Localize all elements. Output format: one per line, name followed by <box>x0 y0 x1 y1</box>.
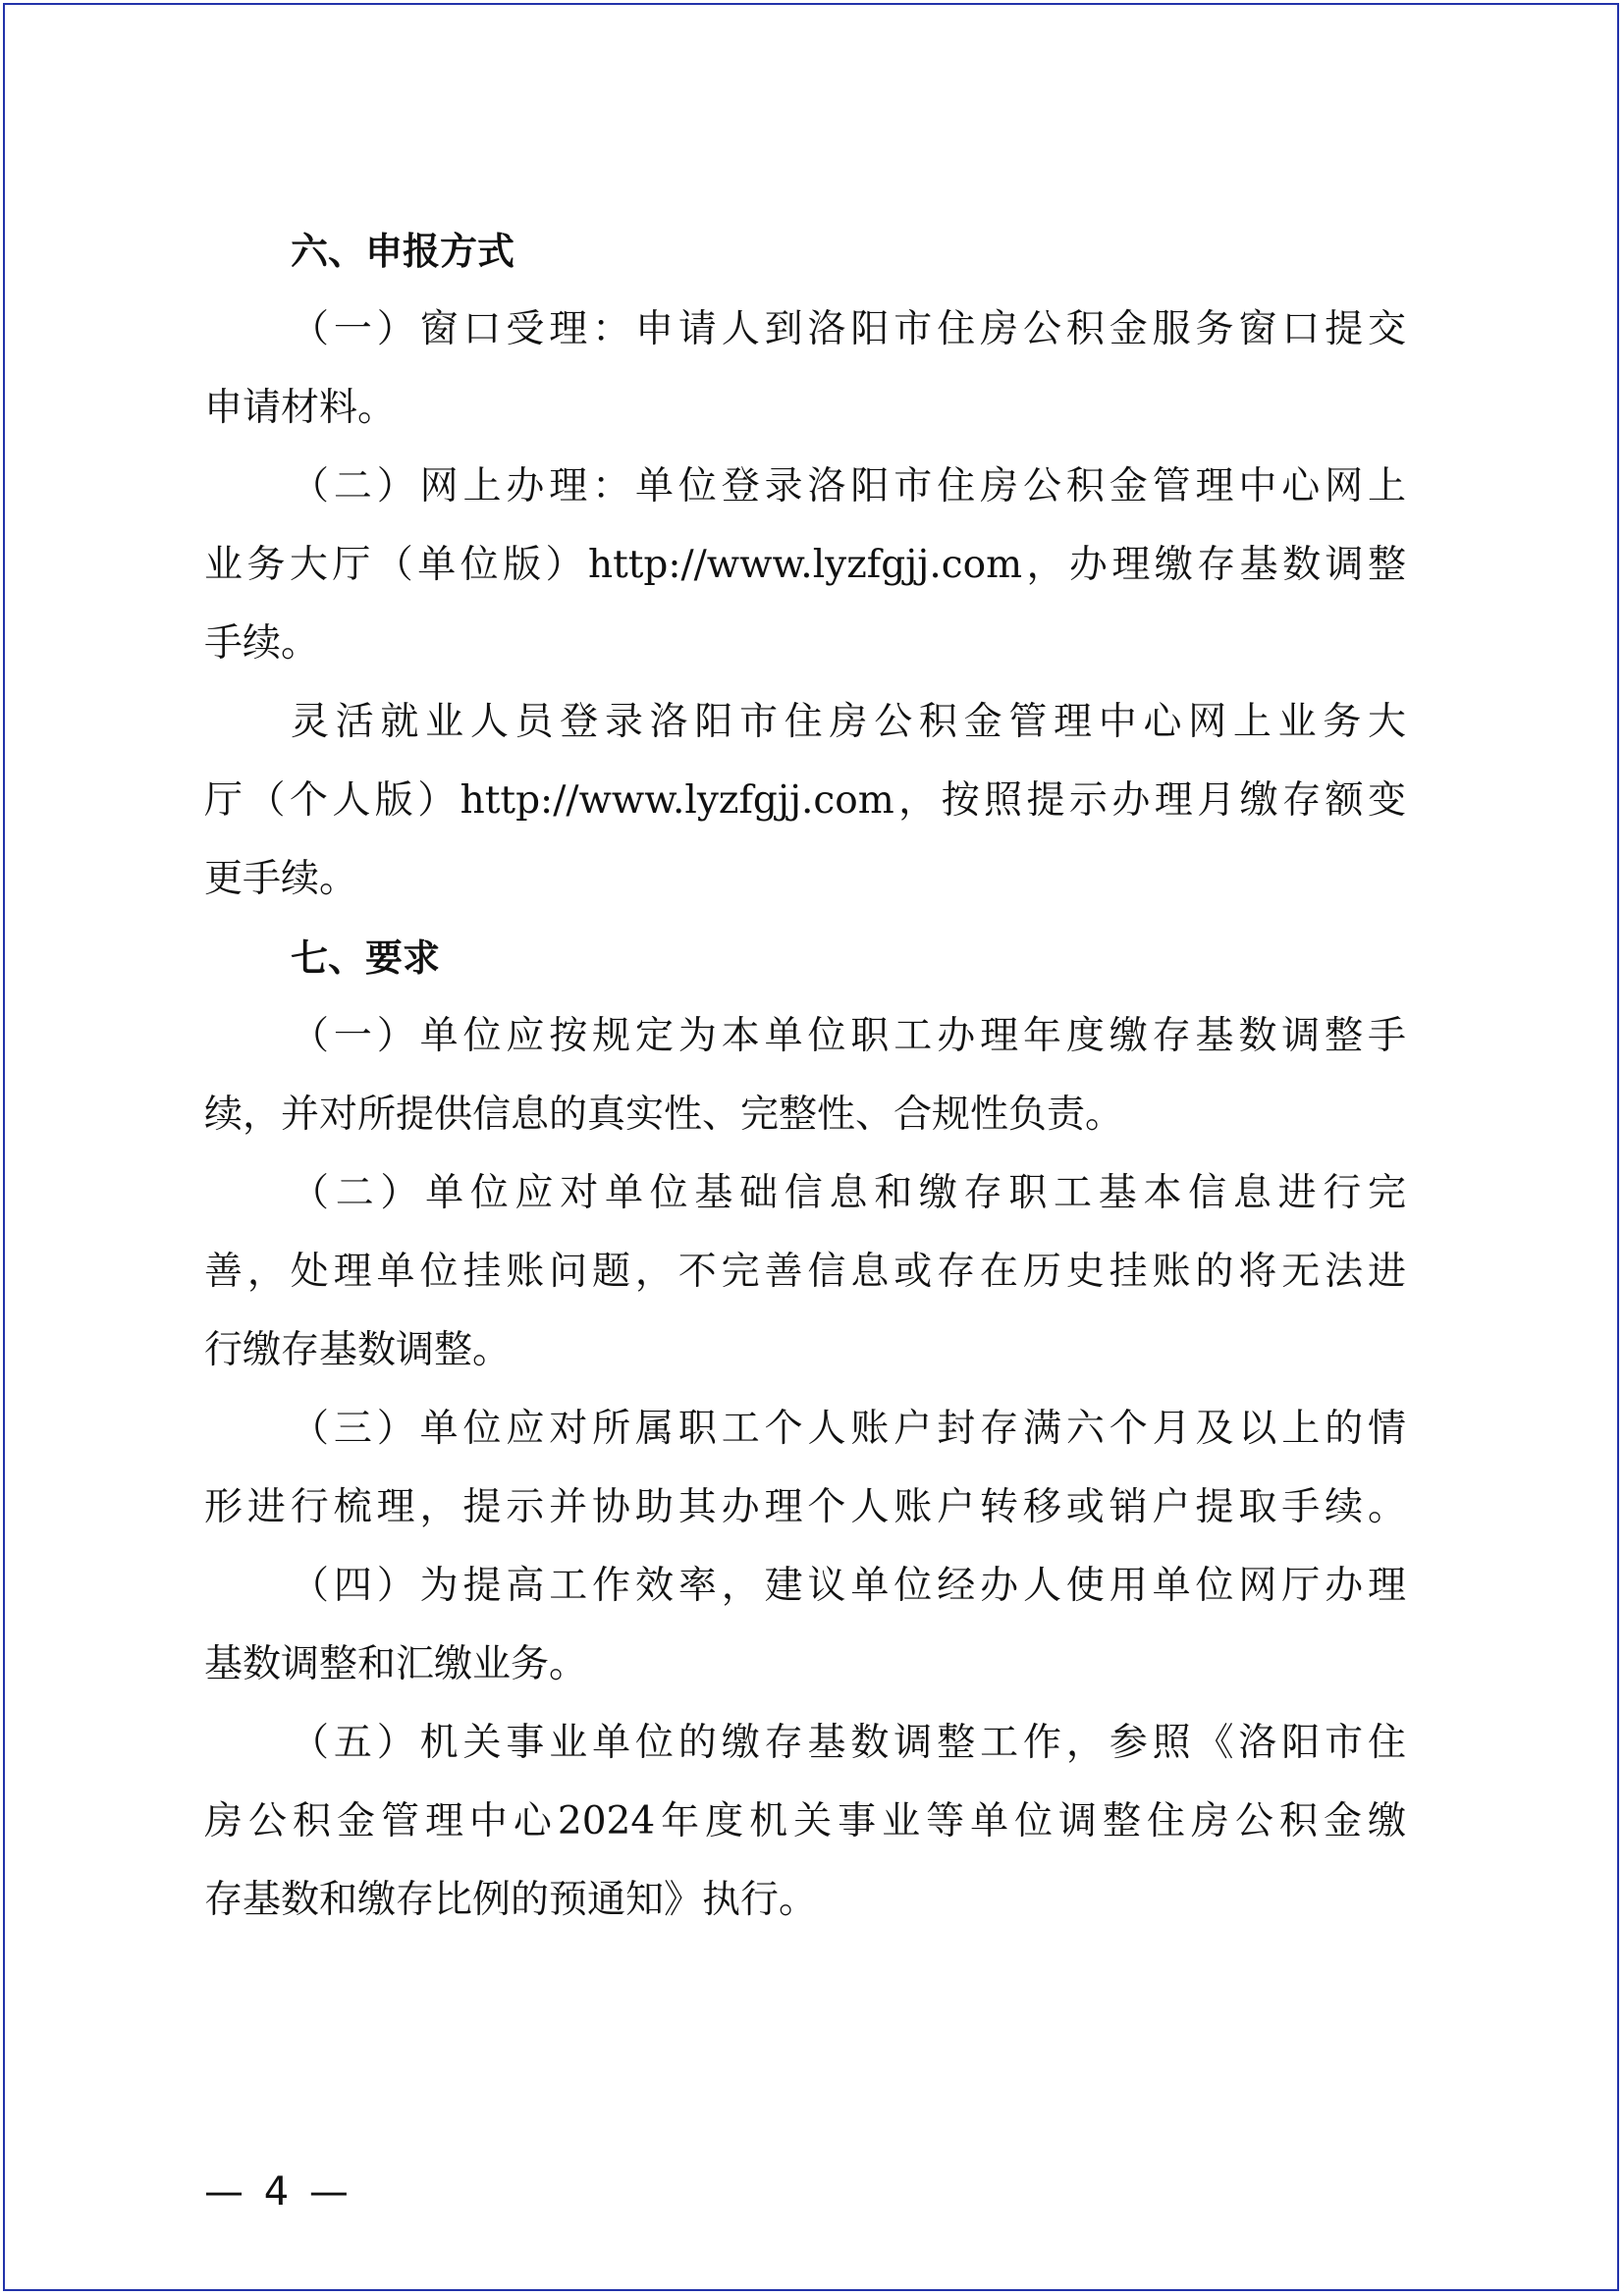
paragraph-line: 灵活就业人员登录洛阳市住房公积金管理中心网上业务大 <box>291 700 1406 744</box>
paragraph-requirement-2 <box>204 1154 1406 1390</box>
section-heading-declaration-method: 六、申报方式 <box>291 230 515 273</box>
paragraph-online-processing <box>204 448 1406 683</box>
paragraph-flexible-employment <box>204 683 1406 919</box>
paragraph-line: 续，并对所提供信息的真实性、完整性、合规性负责。 <box>204 1093 1124 1137</box>
paragraph-line: 善，处理单位挂账问题，不完善信息或存在历史挂账的将无法进 <box>204 1250 1406 1294</box>
paragraph-line: 更手续。 <box>204 857 358 901</box>
paragraph-line: （三）单位应对所属职工个人账户封存满六个月及以上的情 <box>291 1407 1406 1451</box>
paragraph-line: （五）机关事业单位的缴存基数调整工作，参照《洛阳市住 <box>291 1721 1406 1765</box>
paragraph-window-acceptance <box>204 291 1406 448</box>
paragraph-line: 房公积金管理中心2024年度机关事业等单位调整住房公积金缴 <box>204 1799 1406 1843</box>
paragraph-requirement-1 <box>204 997 1406 1154</box>
paragraph-requirement-5 <box>204 1704 1406 1940</box>
page-number: — 4 — <box>204 2169 352 2215</box>
paragraph-line: 基数调整和汇缴业务。 <box>204 1642 588 1686</box>
paragraph-line: 厅（个人版）http://www.lyzfgjj.com，按照提示办理月缴存额变 <box>204 778 1406 823</box>
paragraph-line: 手续。 <box>204 621 320 666</box>
paragraph-line: 业务大厅（单位版）http://www.lyzfgjj.com，办理缴存基数调整 <box>204 543 1406 587</box>
paragraph-line: 存基数和缴存比例的预通知》执行。 <box>204 1878 818 1922</box>
document-body <box>204 212 1406 1940</box>
paragraph-line: 申请材料。 <box>204 386 397 430</box>
paragraph-line: （二）网上办理：单位登录洛阳市住房公积金管理中心网上 <box>291 464 1406 508</box>
paragraph-requirement-3 <box>204 1390 1406 1547</box>
section-heading-requirements: 七、要求 <box>291 936 441 980</box>
paragraph-requirement-4 <box>204 1547 1406 1704</box>
paragraph-line: （一）窗口受理：申请人到洛阳市住房公积金服务窗口提交 <box>291 307 1406 351</box>
paragraph-line: （四）为提高工作效率，建议单位经办人使用单位网厅办理 <box>291 1564 1406 1608</box>
paragraph-line: （一）单位应按规定为本单位职工办理年度缴存基数调整手 <box>291 1014 1406 1058</box>
paragraph-line: （二）单位应对单位基础信息和缴存职工基本信息进行完 <box>291 1171 1406 1215</box>
paragraph-line: 形进行梳理，提示并协助其办理个人账户转移或销户提取手续。 <box>204 1485 1406 1529</box>
paragraph-line: 行缴存基数调整。 <box>204 1328 512 1372</box>
